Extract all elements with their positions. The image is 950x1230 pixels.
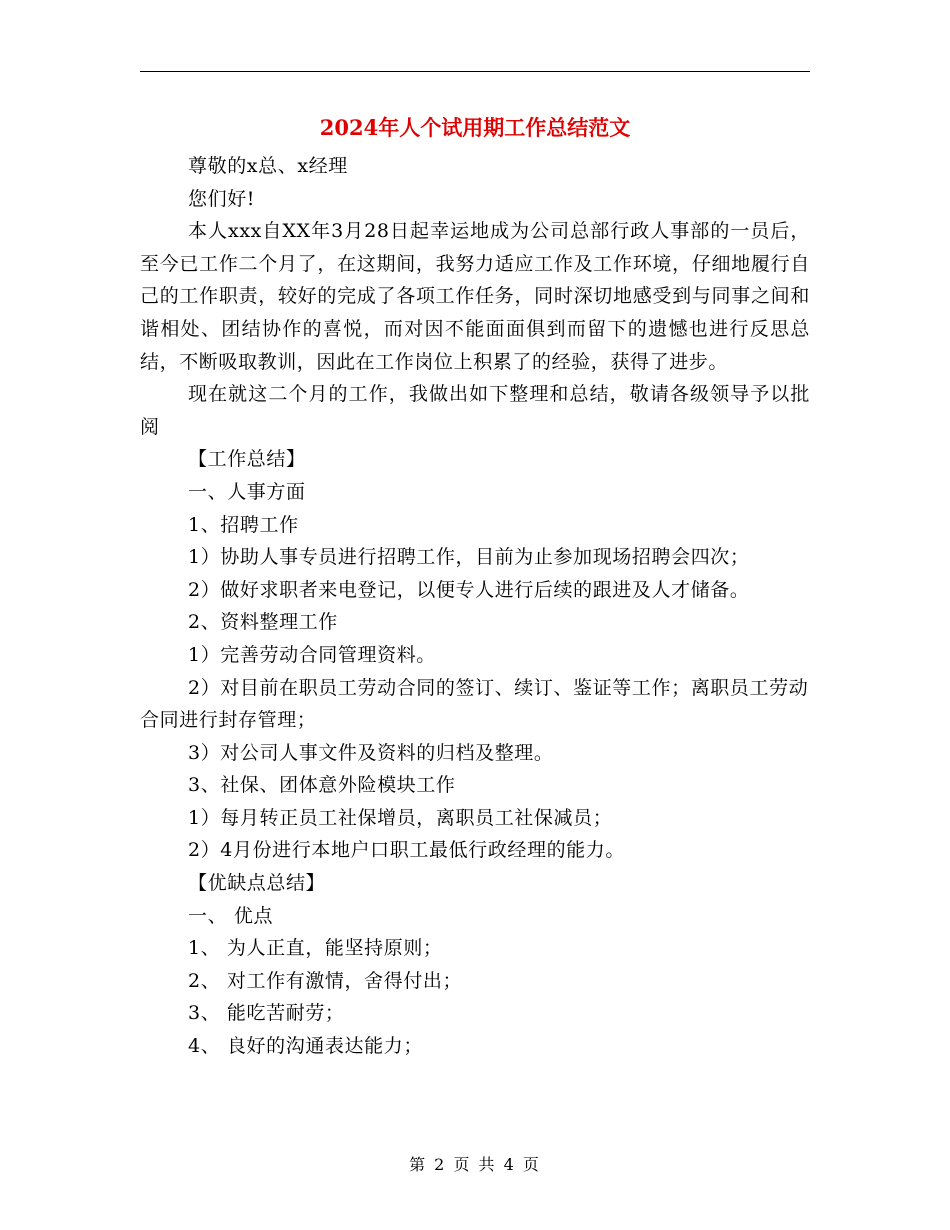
list-item: 一、 优点 — [188, 904, 274, 927]
document-title: 2024年人个试用期工作总结范文 — [319, 115, 631, 140]
list-item: 2）4月份进行本地户口职工最低行政经理的能力。 — [188, 839, 625, 862]
list-item: 2）做好求职者来电登记，以便专人进行后续的跟进及人才储备。 — [188, 578, 750, 601]
header-rule — [140, 71, 810, 72]
list-item: 3、 能吃苦耐劳； — [188, 1002, 345, 1025]
list-item: 【优缺点总结】 — [188, 872, 326, 895]
body-paragraph: 现在就这二个月的工作，我做出如下整理和总结，敬请各级领导予以批阅 — [140, 383, 810, 438]
list-item: 一、人事方面 — [188, 480, 306, 503]
list-item: 1、 为人正直，能坚持原则； — [188, 937, 443, 960]
list-item: 3）对公司人事文件及资料的归档及整理。 — [188, 741, 554, 764]
list-item: 1、招聘工作 — [188, 513, 299, 536]
list-item: 1）协助人事专员进行招聘工作，目前为止参加现场招聘会四次； — [188, 546, 750, 569]
list-item: 2、 对工作有激情，舍得付出； — [188, 969, 463, 992]
list-item: 尊敬的x总、x经理 — [188, 155, 348, 177]
list-item: 2、资料整理工作 — [188, 611, 338, 634]
list-item: 3、社保、团体意外险模块工作 — [188, 774, 456, 797]
list-item: 4、 良好的沟通表达能力； — [188, 1035, 423, 1058]
list-item: 【工作总结】 — [188, 448, 306, 471]
document-body — [140, 150, 810, 1063]
page-number: 第 2 页 共 4 页 — [409, 1155, 541, 1174]
list-item: 您们好! — [188, 187, 256, 210]
body-paragraph: 本人xxx自XX年3月28日起幸运地成为公司总部行政人事部的一员后，至今已工作二个月了，在这期间，我努力适应工作及工作环境，仔细地履行自己的工作职责，较好的完成了各项工作任务，同时深切地感受到与同事之间和谐相处、团结协作的喜悦，而对因不能面面俱到而留下的遗憾也进行反思总结，不断吸取教训，因此在工作岗位上积累了的经验，获得了进步。 — [140, 220, 810, 373]
list-item: 2）对目前在职员工劳动合同的签订、续订、鉴证等工作；离职员工劳动合同进行封存管理； — [140, 676, 809, 732]
list-item: 1）完善劳动合同管理资料。 — [188, 643, 436, 666]
list-item: 1）每月转正员工社保增员，离职员工社保减员； — [188, 806, 613, 829]
